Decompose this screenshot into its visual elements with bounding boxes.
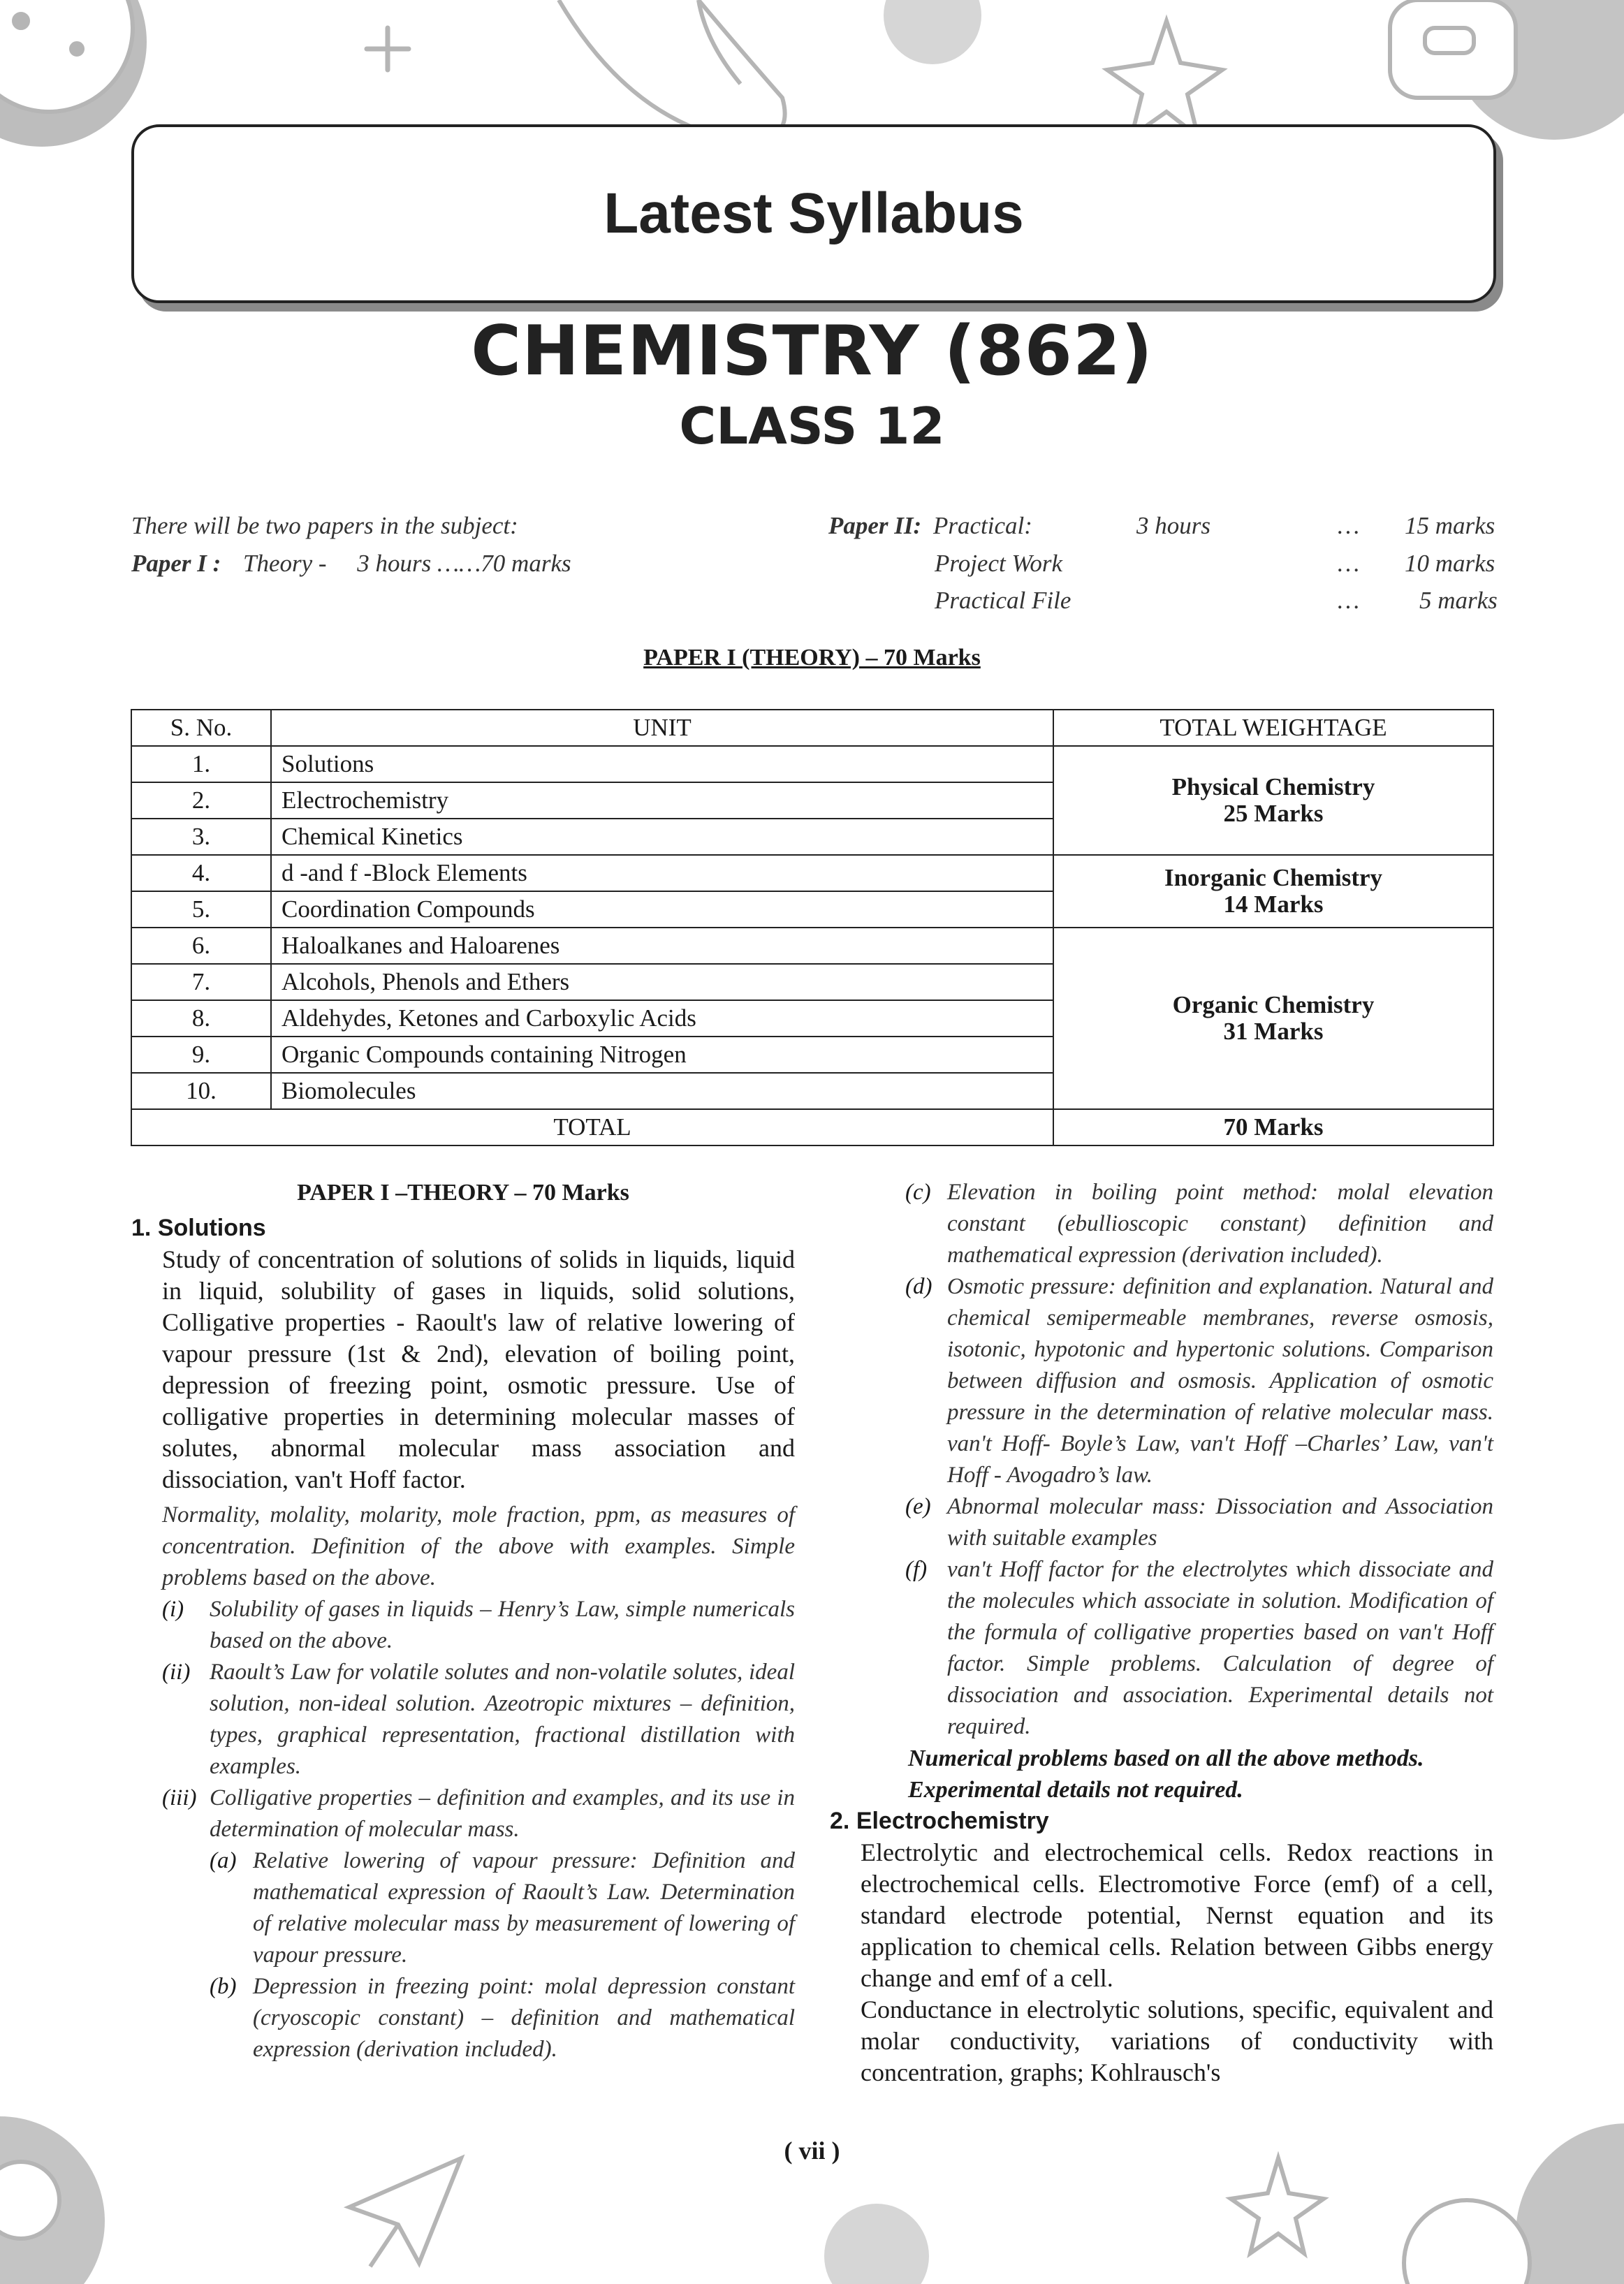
item-text: van't Hoff factor for the electrolytes which dissociate and the molecules which associate in solution. Modification of the formula of colligative properties based on van't Hoff factor. Simple problems. Calculation of degree of dissociation and association. Experimental details not required. bbox=[947, 1557, 1493, 1739]
paper2-row-marks: 5 marks bbox=[1419, 587, 1498, 614]
total-label: TOTAL bbox=[131, 1109, 1053, 1145]
group-marks: 25 Marks bbox=[1223, 800, 1324, 827]
item-label: (i) bbox=[162, 1597, 184, 1622]
left-column bbox=[131, 1177, 795, 2065]
row-sno: 2. bbox=[131, 782, 271, 819]
row-unit: Haloalkanes and Haloarenes bbox=[271, 928, 1053, 964]
section-body: Study of concentration of solutions of solids in liquids, liquid in liquid, solubility of gases in liquids, solid solutions, Colligative properties - Raoult's law of relative lowering of vapour pressure (1st & 2nd), elevation of boiling point, depression of freezing point, osmotic pressure. Use of colligative properties in determining molecular masses of solutes, abnormal molecular mass association and dissociation, van't Hoff factor. bbox=[162, 1245, 795, 1493]
top-left-plus-icon bbox=[367, 28, 409, 70]
section-heading bbox=[131, 1213, 795, 1244]
top-star-icon bbox=[1107, 21, 1222, 136]
item-label: (b) bbox=[210, 1974, 237, 1999]
papers-intro: There will be two papers in the subject: bbox=[131, 512, 518, 539]
units-table bbox=[131, 709, 1494, 1146]
item-label: (c) bbox=[905, 1180, 931, 1205]
section-italic-note: Normality, molality, molarity, mole fraction, ppm, as measures of concentration. Definition of the above with examples. Simple problems based on the above. bbox=[162, 1502, 795, 1590]
row-sno: 4. bbox=[131, 855, 271, 891]
top-right-planet-doodle bbox=[1390, 0, 1624, 140]
row-unit: Alcohols, Phenols and Ethers bbox=[271, 964, 1053, 1000]
table-total-row bbox=[131, 1109, 1493, 1145]
row-sno: 1. bbox=[131, 746, 271, 782]
item-label: (e) bbox=[905, 1494, 931, 1519]
row-sno: 6. bbox=[131, 928, 271, 964]
row-unit: Solutions bbox=[271, 746, 1053, 782]
group-inorganic bbox=[1053, 855, 1493, 928]
paper2-row-marks: 15 marks bbox=[1405, 512, 1495, 539]
section-number: 1. bbox=[131, 1215, 152, 1241]
item-text: Depression in freezing point: molal depression constant (cryoscopic constant) – definition and mathematical expression (derivation included). bbox=[253, 1974, 795, 2062]
paper2-row-name: Practical File bbox=[935, 587, 1071, 614]
bottom-star-icon bbox=[1231, 2158, 1324, 2253]
class-label: CLASS 12 bbox=[679, 397, 945, 455]
row-sno: 10. bbox=[131, 1073, 271, 1109]
row-unit: Coordination Compounds bbox=[271, 891, 1053, 928]
section-body: Electrolytic and electrochemical cells. Redox reactions in electrochemical cells. Electromotive Force (emf) of a cell, standard electrode potential, Nernst equation and its application to chemical cells. Relation between Gibbs energy change and emf of a cell. bbox=[861, 1838, 1493, 1992]
paper2-row-time: 3 hours bbox=[1136, 512, 1210, 539]
row-unit: Chemical Kinetics bbox=[271, 819, 1053, 855]
section-title: Electrochemistry bbox=[856, 1808, 1049, 1834]
row-sno: 9. bbox=[131, 1037, 271, 1073]
page-number: ( vii ) bbox=[784, 2137, 840, 2165]
list-subitem bbox=[905, 1177, 1493, 1271]
theory-heading: PAPER I –THEORY – 70 Marks bbox=[297, 1180, 629, 1206]
item-text: Relative lowering of vapour pressure: Definition and mathematical expression of Raoult’s Law. Determination of relative molecular mass by measurement of lowering of vapour pressure. bbox=[253, 1848, 795, 1968]
list-item bbox=[162, 1657, 795, 1782]
row-unit: Electrochemistry bbox=[271, 782, 1053, 819]
paper1-text: Theory - 3 hours ……70 marks bbox=[243, 550, 571, 577]
group-physical bbox=[1053, 746, 1493, 855]
paper2-row-name: Practical: bbox=[933, 512, 1032, 539]
list-subitem bbox=[905, 1554, 1493, 1743]
note-experimental: Experimental details not required. bbox=[908, 1777, 1243, 1803]
item-text: Raoult’s Law for volatile solutes and non-volatile solutes, ideal solution, non-ideal solution. Azeotropic mixtures – definition, types, graphical representation, fractional distillation with examples. bbox=[210, 1660, 795, 1779]
row-unit: Biomolecules bbox=[271, 1073, 1053, 1109]
right-column bbox=[830, 1177, 1493, 2088]
list-subitem bbox=[905, 1271, 1493, 1491]
paper2-row-marks: 10 marks bbox=[1405, 550, 1495, 577]
row-sno: 7. bbox=[131, 964, 271, 1000]
item-text: Colligative properties – definition and examples, and its use in determination of molecular mass. bbox=[210, 1785, 795, 1842]
subject-title: CHEMISTRY (862) bbox=[471, 312, 1153, 391]
column-header: S. No. bbox=[131, 710, 271, 746]
top-left-planet-doodle bbox=[0, 0, 147, 147]
banner-title: Latest Syllabus bbox=[603, 182, 1024, 245]
total-marks: 70 Marks bbox=[1053, 1109, 1493, 1145]
table-row bbox=[131, 928, 1493, 964]
group-marks: 14 Marks bbox=[1223, 891, 1324, 918]
row-sno: 3. bbox=[131, 819, 271, 855]
paper2-row-dots: … bbox=[1338, 550, 1360, 577]
item-text: Elevation in boiling point method: molal elevation constant (ebullioscopic constant) definition and mathematical expression (derivation included). bbox=[947, 1180, 1493, 1268]
paper2-row-dots: … bbox=[1338, 587, 1360, 614]
list-subitem bbox=[210, 1845, 795, 1971]
paper2-row-name: Project Work bbox=[935, 550, 1063, 577]
group-name: Physical Chemistry bbox=[1171, 773, 1375, 800]
paper2-label: Paper II: bbox=[828, 512, 922, 539]
item-label: (f) bbox=[905, 1557, 928, 1582]
bottom-circle-doodle bbox=[824, 2204, 929, 2284]
group-name: Organic Chemistry bbox=[1172, 990, 1375, 1018]
bottom-plane-doodle bbox=[349, 2158, 461, 2267]
paper1-label: Paper I : bbox=[131, 550, 221, 577]
top-capsule-doodle bbox=[559, 0, 785, 140]
item-label: (iii) bbox=[162, 1785, 197, 1810]
item-label: (ii) bbox=[162, 1660, 191, 1685]
section-number: 2. bbox=[830, 1808, 850, 1834]
item-text: Osmotic pressure: definition and explanation. Natural and chemical semipermeable membranes, reverse osmosis, isotonic, hypotonic and hypertonic solutions. Comparison between diffusion and osmosis. Application of osmotic pressure in the determination of relative molecular mass. van't Hoff- Boyle’s Law, van't Hoff –Charles’ Law, van't Hoff - Avogadro’s law. bbox=[947, 1274, 1493, 1488]
table-header-row bbox=[131, 710, 1493, 746]
row-sno: 5. bbox=[131, 891, 271, 928]
section-heading bbox=[830, 1806, 1493, 1837]
syllabus-banner bbox=[131, 124, 1496, 303]
group-name: Inorganic Chemistry bbox=[1164, 863, 1383, 891]
item-text: Solubility of gases in liquids – Henry’s Law, simple numericals based on the above. bbox=[210, 1597, 795, 1653]
table-row bbox=[131, 855, 1493, 891]
row-unit: Aldehydes, Ketones and Carboxylic Acids bbox=[271, 1000, 1053, 1037]
group-organic bbox=[1053, 928, 1493, 1109]
column-header: TOTAL WEIGHTAGE bbox=[1053, 710, 1493, 746]
row-unit: Organic Compounds containing Nitrogen bbox=[271, 1037, 1053, 1073]
item-label: (a) bbox=[210, 1848, 237, 1873]
item-label: (d) bbox=[905, 1274, 932, 1299]
list-item bbox=[162, 1594, 795, 1657]
list-subitem bbox=[905, 1491, 1493, 1554]
section-body: Conductance in electrolytic solutions, specific, equivalent and molar conductivity, variations of conductivity with concentration, graphs; Kohlrausch's bbox=[861, 1996, 1493, 2086]
group-marks: 31 Marks bbox=[1223, 1018, 1324, 1045]
table-heading: PAPER I (THEORY) – 70 Marks bbox=[643, 645, 981, 671]
list-item bbox=[162, 1782, 795, 1845]
top-circle-doodle bbox=[884, 0, 981, 64]
row-sno: 8. bbox=[131, 1000, 271, 1037]
table-row bbox=[131, 746, 1493, 782]
note-numerical: Numerical problems based on all the above methods. bbox=[908, 1745, 1424, 1771]
item-text: Abnormal molecular mass: Dissociation and Association with suitable examples bbox=[947, 1494, 1493, 1551]
column-header: UNIT bbox=[271, 710, 1053, 746]
row-unit: d -and f -Block Elements bbox=[271, 855, 1053, 891]
list-subitem bbox=[210, 1971, 795, 2065]
section-title: Solutions bbox=[157, 1215, 266, 1241]
paper2-row-dots: … bbox=[1338, 512, 1360, 539]
